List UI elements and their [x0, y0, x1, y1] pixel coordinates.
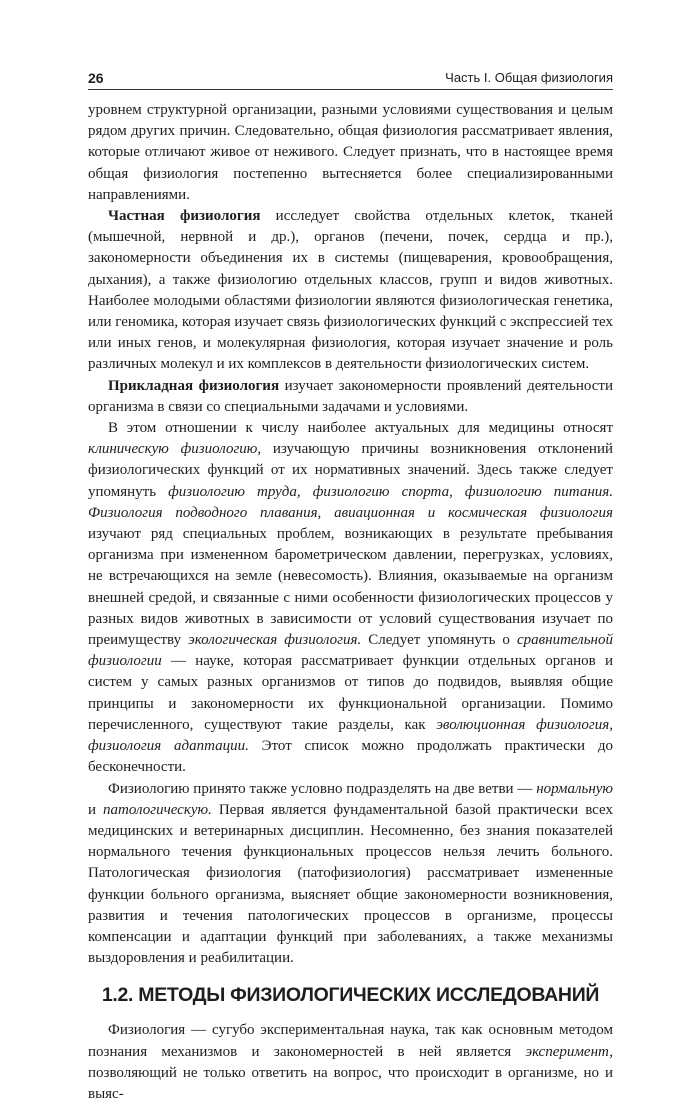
emphasis: патологическую. [103, 801, 212, 818]
emphasis: эволюционная физиология, физиология адаптации. [88, 716, 614, 755]
paragraph-medical-branches: В этом отношении к числу наиболее актуальных для медицины относят клиническую физиологию, изучающую причины возникновения отклонений физиологических функций от их нормативных значений. Здесь также следует упомянуть физиологию труда, физиологию спорта, физиологию питания. Физиология подводного плавания, авиационная и космическая физиология изучают ряд специальных проблем, возникающих в результате пребывания организма при измененном барометрическом давлении, перегрузках, условиях, не встречающихся на земле (невесомость). Влияния, оказываемые на организм внешней средой, и связанные с ними особенности физиологических процессов у разных видов животных в зависимости от условий существования изучает по преимуществу экологическая физиология. Следует упомянуть о сравнительной физиологии — науке, которая рассматривает функции отдельных органов и систем у самых разных организмов от типов до подвидов, выявляя общие принципы и закономерности их функциональной организации. Помимо перечисленного, существуют такие разделы, как эволюционная физиология, физиология адаптации. Этот список можно продолжать практически до бесконечности. [88, 420, 614, 776]
paragraph-continuation: уровнем структурной организации, разными условиями существования и целым рядом других причин. Следовательно, общая физиология рассматривает явления, которые отличают живое от неживого. Следует признать, что в настоящее время общая физиология постепенно вытесняется более специализированными направлениями. [88, 102, 613, 203]
emphasis: сравнительной физиологии [88, 632, 613, 670]
term-special-physiology: Частная физиология [108, 208, 261, 225]
paragraph-normal-pathological: Физиологию принято также условно подразделять на две ветви — нормальную и патологическую. Первая является фундаментальной базой практически всех медицинских и ветеринарных дисциплин. Несомненно, без знания показателей нормального течения функциональных процессов нельзя лечить больного. Патологическая физиология (патофизиология) рассматривает измененные функции больного организма, выясняет общие закономерности возникновения, развития и течения патологических процессов в организме, процессы компенсации и адаптации функций при заболеваниях, а также механизмы выздоровления и реабилитации. [88, 780, 613, 967]
emphasis: физиологию труда, физиологию спорта, физиологию питания. Физиология подводного плавания, авиационная и космическая физиология [88, 483, 613, 521]
emphasis: нормальную [536, 780, 613, 797]
page-body [88, 100, 613, 1105]
section-heading: 1.2. МЕТОДЫ ФИЗИОЛОГИЧЕСКИХ ИССЛЕДОВАНИЙ [101, 984, 600, 1007]
term-applied-physiology: Прикладная физиология [108, 377, 280, 394]
paragraph-methods-intro: Физиология — сугубо экспериментальная наука, так как основным методом познания механизмов и закономерностей в ней является эксперимент, позволяющий не только ответить на вопрос, что происходит в организме, но и выяс- [88, 1022, 613, 1102]
paragraph-applied-physiology: Прикладная физиология изучает закономерности проявлений деятельности организма в связи со специальными задачами и условиями. [88, 377, 613, 415]
emphasis: экологическая физиология. [188, 632, 362, 649]
running-header [88, 70, 613, 90]
emphasis: эксперимент, [525, 1043, 613, 1060]
emphasis: клиническую физиологию, [88, 441, 262, 458]
paragraph-special-physiology: Частная физиология исследует свойства отдельных клеток, тканей (мышечной, нервной и др.), органов (печени, почек, сердца и пр.), закономерности объединения их в системы (пищеварения, кровообращения, дыхания), а также физиологию отдельных классов, групп и видов животных. Наиболее молодыми областями физиологии являются физиологическая генетика, или геномика, которая изучает связь физиологических функций с экспрессией тех или иных генов, и молекулярная физиология, которая изучает значение и роль различных молекул и их комплексов в деятельности физиологических систем. [88, 208, 613, 373]
running-title: Часть I. Общая физиология [445, 70, 613, 85]
page-number: 26 [88, 70, 104, 86]
